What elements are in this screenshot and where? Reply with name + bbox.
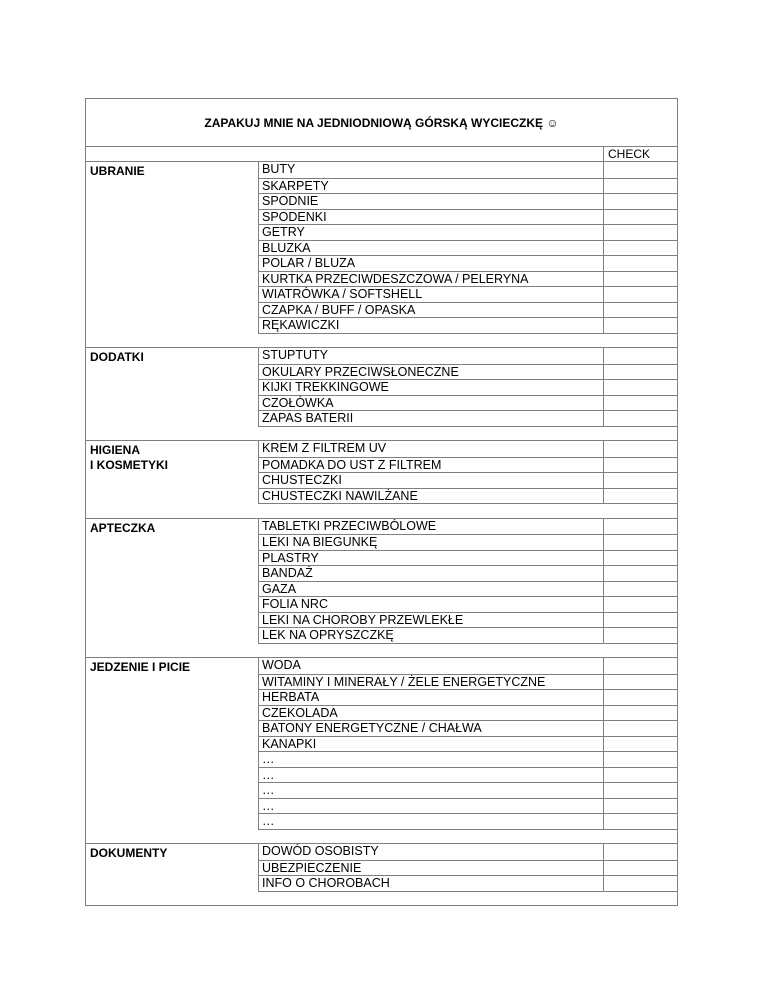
check-box[interactable] <box>603 627 678 643</box>
packing-checklist-table <box>85 98 678 906</box>
check-box[interactable] <box>603 736 678 752</box>
category-label: JEDZENIE I PICIE <box>90 660 191 674</box>
checklist-title: ZAPAKUJ MNIE NA JEDNIODNIOWĄ GÓRSKĄ WYCIECZKĘ ☺ <box>86 99 677 147</box>
list-item: STUPTUTY <box>258 348 603 364</box>
sections-container <box>86 162 677 906</box>
list-item: INFO O CHOROBACH <box>258 875 603 891</box>
check-box[interactable] <box>603 193 678 209</box>
list-item: BATONY ENERGETYCZNE / CHAŁWA <box>258 720 603 736</box>
list-item: SPODENKI <box>258 209 603 225</box>
list-item: … <box>258 782 603 798</box>
category-label: UBRANIE <box>90 164 145 178</box>
list-item: BLUZKA <box>258 240 603 256</box>
check-box[interactable] <box>603 844 678 860</box>
list-item: FOLIA NRC <box>258 596 603 612</box>
check-box[interactable] <box>603 798 678 814</box>
check-box[interactable] <box>603 767 678 783</box>
list-item: CZEKOLADA <box>258 705 603 721</box>
section-divider <box>86 905 677 906</box>
check-box[interactable] <box>603 302 678 318</box>
check-box[interactable] <box>603 457 678 473</box>
check-box[interactable] <box>603 860 678 876</box>
check-box[interactable] <box>603 581 678 597</box>
list-item: SKARPETY <box>258 178 603 194</box>
list-item: … <box>258 767 603 783</box>
list-item: POLAR / BLUZA <box>258 255 603 271</box>
list-item: HERBATA <box>258 689 603 705</box>
list-item: TABLETKI PRZECIWBÓLOWE <box>258 519 603 535</box>
list-item: BUTY <box>258 162 603 178</box>
category-label: HIGIENA I KOSMETYKI <box>90 443 169 472</box>
check-box[interactable] <box>603 178 678 194</box>
list-item: KREM Z FILTREM UV <box>258 441 603 457</box>
check-box[interactable] <box>603 410 678 426</box>
check-box[interactable] <box>603 658 678 674</box>
check-box[interactable] <box>603 612 678 628</box>
list-item: POMADKA DO UST Z FILTREM <box>258 457 603 473</box>
section-3 <box>86 519 677 659</box>
list-item: SPODNIE <box>258 193 603 209</box>
list-item: … <box>258 751 603 767</box>
check-box[interactable] <box>603 255 678 271</box>
list-item: RĘKAWICZKI <box>258 317 603 333</box>
check-box[interactable] <box>603 348 678 364</box>
check-box[interactable] <box>603 519 678 535</box>
check-box[interactable] <box>603 224 678 240</box>
list-item: WITAMINY I MINERAŁY / ŻELE ENERGETYCZNE <box>258 674 603 690</box>
category-label: DOKUMENTY <box>90 846 168 860</box>
list-item: LEKI NA CHOROBY PRZEWLEKŁE <box>258 612 603 628</box>
check-box[interactable] <box>603 550 678 566</box>
header-row <box>86 147 677 162</box>
list-item: CZOŁÓWKA <box>258 395 603 411</box>
check-box[interactable] <box>603 488 678 504</box>
list-item: BANDAŻ <box>258 565 603 581</box>
check-box[interactable] <box>603 813 678 829</box>
list-item: CHUSTECZKI NAWILŻANE <box>258 488 603 504</box>
section-1 <box>86 348 677 441</box>
list-item: … <box>258 798 603 814</box>
list-item: LEK NA OPRYSZCZKĘ <box>258 627 603 643</box>
list-item: GETRY <box>258 224 603 240</box>
check-box[interactable] <box>603 565 678 581</box>
list-item: CZAPKA / BUFF / OPASKA <box>258 302 603 318</box>
check-box[interactable] <box>603 782 678 798</box>
list-item: LEKI NA BIEGUNKĘ <box>258 534 603 550</box>
list-item: … <box>258 813 603 829</box>
section-0 <box>86 162 677 348</box>
check-box[interactable] <box>603 317 678 333</box>
category-label: APTECZKA <box>90 520 156 535</box>
section-2 <box>86 441 677 519</box>
check-box[interactable] <box>603 596 678 612</box>
list-item: PLASTRY <box>258 550 603 566</box>
check-box[interactable] <box>603 689 678 705</box>
section-5 <box>86 844 677 906</box>
check-box[interactable] <box>603 209 678 225</box>
check-box[interactable] <box>603 286 678 302</box>
check-box[interactable] <box>603 379 678 395</box>
check-column-header: CHECK <box>603 147 678 162</box>
check-box[interactable] <box>603 472 678 488</box>
list-item: GAZA <box>258 581 603 597</box>
list-item: ZAPAS BATERII <box>258 410 603 426</box>
check-box[interactable] <box>603 240 678 256</box>
check-box[interactable] <box>603 751 678 767</box>
category-label: DODATKI <box>90 350 144 364</box>
list-item: WIATRÓWKA / SOFTSHELL <box>258 286 603 302</box>
list-item: CHUSTECZKI <box>258 472 603 488</box>
check-box[interactable] <box>603 441 678 457</box>
check-box[interactable] <box>603 705 678 721</box>
check-box[interactable] <box>603 162 678 178</box>
check-box[interactable] <box>603 271 678 287</box>
list-item: WODA <box>258 658 603 674</box>
list-item: KIJKI TREKKINGOWE <box>258 379 603 395</box>
list-item: KURTKA PRZECIWDESZCZOWA / PELERYNA <box>258 271 603 287</box>
check-box[interactable] <box>603 875 678 891</box>
check-box[interactable] <box>603 720 678 736</box>
check-box[interactable] <box>603 364 678 380</box>
check-box[interactable] <box>603 674 678 690</box>
check-box[interactable] <box>603 534 678 550</box>
list-item: KANAPKI <box>258 736 603 752</box>
list-item: DOWÓD OSOBISTY <box>258 844 603 860</box>
check-box[interactable] <box>603 395 678 411</box>
section-4 <box>86 658 677 844</box>
list-item: OKULARY PRZECIWSŁONECZNE <box>258 364 603 380</box>
list-item: UBEZPIECZENIE <box>258 860 603 876</box>
